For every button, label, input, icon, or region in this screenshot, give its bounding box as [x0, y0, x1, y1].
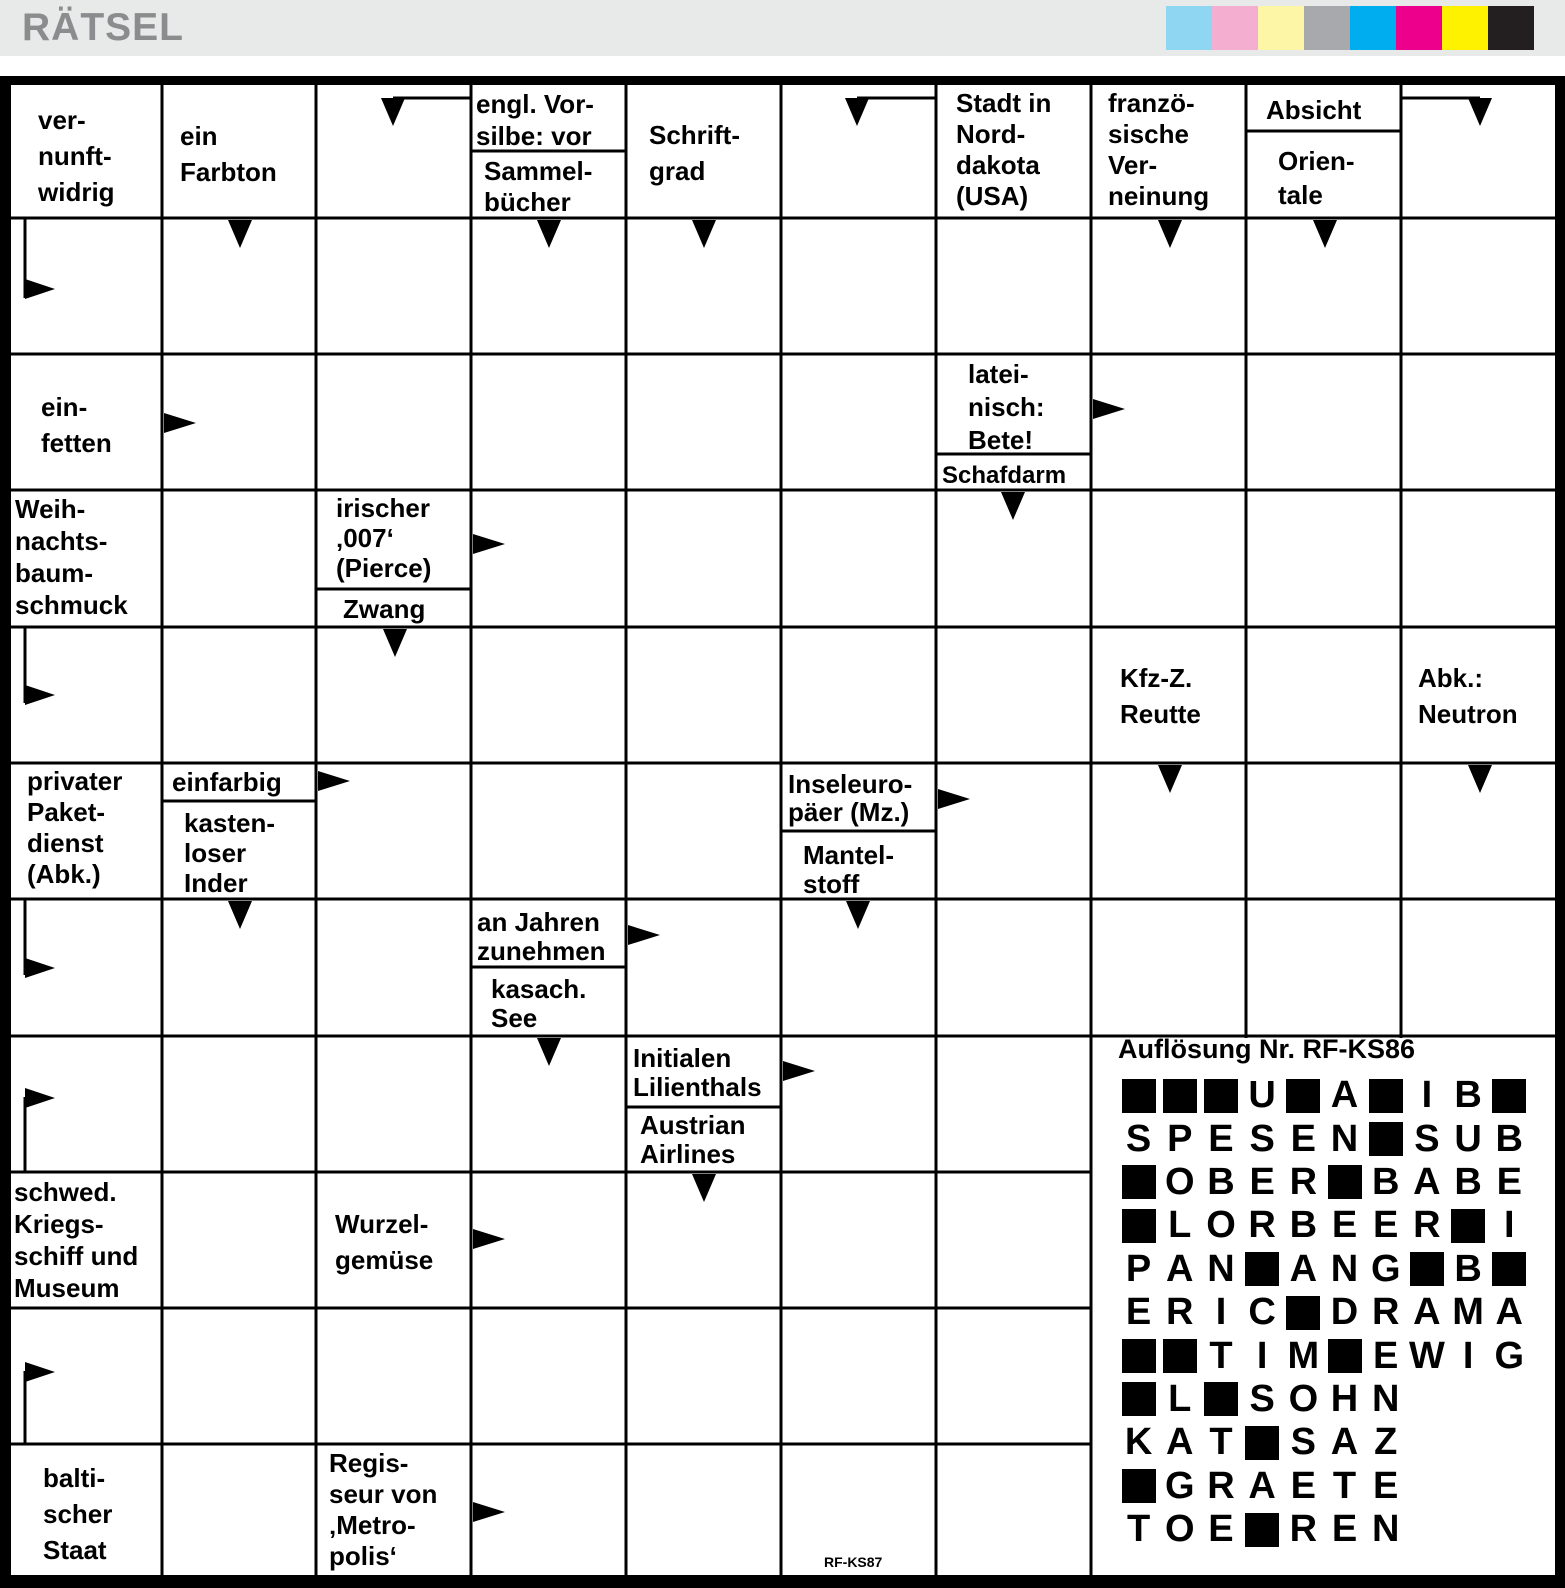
- solution-letter: G: [1494, 1334, 1525, 1377]
- solution-letter: A: [1166, 1247, 1194, 1290]
- clue-text: Initialen Lilienthals: [633, 1043, 762, 1102]
- clue-text: kasten- loser Inder: [184, 808, 276, 898]
- solution-row: [1118, 1204, 1530, 1247]
- solution-letter: M: [1452, 1291, 1484, 1334]
- solution-letter: R: [1248, 1204, 1276, 1247]
- solution-letter: S: [1249, 1117, 1275, 1160]
- clue-text: ein Farbton: [180, 121, 277, 187]
- solution-letter: S: [1414, 1117, 1440, 1160]
- clue-text: Mantel- stoff: [803, 840, 894, 899]
- solution-letter: I: [1462, 1334, 1474, 1377]
- solution-block: [1159, 1076, 1200, 1116]
- solution-block: [1324, 1162, 1365, 1202]
- page-title: RÄTSEL: [22, 6, 184, 49]
- solution-block: [1118, 1162, 1159, 1202]
- solution-letter: A: [1330, 1074, 1359, 1117]
- clue-text: Abk.: Neutron: [1418, 663, 1518, 729]
- solution-letter: B: [1495, 1117, 1523, 1160]
- solution-letter: L: [1168, 1204, 1192, 1247]
- solution-block: [1489, 1249, 1530, 1289]
- solution-letter: E: [1290, 1117, 1317, 1160]
- clue-text: Inseleuro- päer (Mz.): [788, 769, 913, 827]
- solution-letter: B: [1289, 1204, 1318, 1247]
- solution-row: [1118, 1291, 1530, 1334]
- solution-row: [1118, 1378, 1530, 1421]
- clue-text: Regis- seur von ‚Metro- polis‘: [329, 1448, 438, 1571]
- solution-letter: A: [1289, 1247, 1318, 1290]
- solution-letter: E: [1373, 1204, 1399, 1247]
- solution-letter: G: [1370, 1247, 1401, 1290]
- solution-letter: A: [1413, 1160, 1441, 1203]
- solution-letter: M: [1287, 1334, 1320, 1377]
- solution-letter: A: [1166, 1421, 1194, 1464]
- solution-block: [1118, 1076, 1159, 1116]
- solution-letter: N: [1371, 1508, 1400, 1551]
- solution-block: [1448, 1206, 1489, 1246]
- clue-text: Absicht: [1266, 95, 1362, 125]
- solution-letter: E: [1331, 1204, 1358, 1247]
- solution-letter: E: [1249, 1160, 1275, 1203]
- solution-grid: [1118, 1074, 1530, 1551]
- clue-text: Kfz-Z. Reutte: [1120, 663, 1201, 729]
- clue-text: franzö- sische Ver- neinung: [1108, 88, 1210, 211]
- clue-text: engl. Vor- silbe: vor: [476, 89, 594, 151]
- solution-letter: R: [1371, 1291, 1400, 1334]
- solution-letter: U: [1248, 1074, 1276, 1117]
- solution-letter: T: [1332, 1464, 1357, 1507]
- solution-letter: R: [1166, 1291, 1194, 1334]
- solution-row: [1118, 1334, 1530, 1377]
- solution-letter: N: [1330, 1117, 1359, 1160]
- clue-text: irischer ‚007‘ (Pierce): [336, 493, 432, 583]
- clue-text: latei- nisch: Bete!: [968, 359, 1045, 455]
- solution-letter: N: [1371, 1377, 1400, 1420]
- solution-letter: S: [1249, 1377, 1275, 1420]
- solution-letter: B: [1207, 1160, 1235, 1203]
- solution-letter: R: [1289, 1160, 1318, 1203]
- solution-letter: H: [1330, 1377, 1359, 1420]
- solution-letter: B: [1454, 1160, 1482, 1203]
- solution-row: [1118, 1421, 1530, 1464]
- clue-text: Wurzel- gemüse: [335, 1209, 434, 1275]
- solution-letter: W: [1408, 1334, 1445, 1377]
- solution-letter: N: [1207, 1247, 1235, 1290]
- solution-letter: T: [1209, 1334, 1233, 1377]
- solution-letter: T: [1126, 1508, 1151, 1551]
- solution-row: [1118, 1508, 1530, 1551]
- solution-letter: E: [1373, 1334, 1399, 1377]
- clue-text: ver- nunft- widrig: [38, 105, 115, 207]
- solution-row: [1118, 1074, 1530, 1117]
- clue-text: schwed. Kriegs- schiff und Museum: [14, 1177, 139, 1303]
- solution-block: [1324, 1336, 1365, 1376]
- solution-row: [1118, 1117, 1530, 1160]
- solution-letter: O: [1165, 1508, 1195, 1551]
- solution-letter: A: [1495, 1291, 1523, 1334]
- clue-text: Zwang: [343, 594, 426, 624]
- solution-letter: E: [1373, 1464, 1399, 1507]
- solution-title: Auflösung Nr. RF-KS86: [1118, 1034, 1416, 1064]
- solution-letter: R: [1207, 1464, 1235, 1507]
- solution-block: [1365, 1119, 1406, 1159]
- clue-text: kasach. See: [491, 974, 587, 1033]
- solution-letter: E: [1125, 1291, 1152, 1334]
- solution-letter: R: [1413, 1204, 1441, 1247]
- clue-text: ein- fetten: [41, 392, 112, 458]
- clue-text: Schrift- grad: [649, 120, 740, 186]
- solution-block: [1283, 1076, 1324, 1116]
- clue-text: privater Paket- dienst (Abk.): [27, 766, 123, 889]
- solution-block: [1200, 1379, 1241, 1419]
- solution-letter: D: [1330, 1291, 1359, 1334]
- clue-text: Weih- nachts- baum- schmuck: [15, 494, 128, 620]
- solution-row: [1118, 1248, 1530, 1291]
- solution-letter: E: [1496, 1160, 1522, 1203]
- clue-text: einfarbig: [172, 767, 282, 797]
- solution-letter: O: [1288, 1377, 1319, 1420]
- puzzle-code: RF-KS87: [824, 1554, 883, 1570]
- solution-letter: E: [1208, 1508, 1234, 1551]
- solution-block: [1118, 1379, 1159, 1419]
- solution-letter: A: [1413, 1291, 1441, 1334]
- clue-text: Sammel- bücher: [484, 156, 593, 217]
- solution-letter: E: [1290, 1464, 1317, 1507]
- solution-block: [1406, 1249, 1447, 1289]
- solution-letter: Z: [1374, 1421, 1398, 1464]
- solution-letter: I: [1504, 1204, 1515, 1247]
- solution-letter: L: [1168, 1377, 1192, 1420]
- solution-letter: U: [1454, 1117, 1482, 1160]
- clue-text: Orien- tale: [1278, 146, 1355, 210]
- solution-letter: B: [1454, 1247, 1482, 1290]
- solution-row: [1118, 1161, 1530, 1204]
- solution-letter: P: [1125, 1247, 1152, 1290]
- solution-letter: A: [1248, 1464, 1276, 1507]
- solution-letter: C: [1248, 1291, 1276, 1334]
- solution-block: [1118, 1206, 1159, 1246]
- solution-letter: G: [1165, 1464, 1195, 1507]
- solution-row: [1118, 1465, 1530, 1508]
- solution-letter: P: [1167, 1117, 1193, 1160]
- solution-letter: O: [1206, 1204, 1236, 1247]
- solution-letter: K: [1124, 1421, 1153, 1464]
- solution-letter: B: [1454, 1074, 1482, 1117]
- solution-block: [1118, 1336, 1159, 1376]
- clue-text: Stadt in Nord- dakota (USA): [956, 88, 1052, 211]
- clue-text: Austrian Airlines: [640, 1110, 746, 1169]
- solution-block: [1159, 1336, 1200, 1376]
- solution-block: [1242, 1423, 1283, 1463]
- solution-block: [1283, 1293, 1324, 1333]
- solution-block: [1242, 1249, 1283, 1289]
- solution-block: [1365, 1076, 1406, 1116]
- solution-block: [1118, 1466, 1159, 1506]
- solution-letter: T: [1209, 1421, 1233, 1464]
- solution-letter: E: [1208, 1117, 1234, 1160]
- clue-text: Schafdarm: [942, 462, 1067, 489]
- solution-letter: O: [1165, 1160, 1195, 1203]
- solution-block: [1489, 1076, 1530, 1116]
- clue-text: balti- scher Staat: [43, 1463, 113, 1565]
- solution-block: [1200, 1076, 1241, 1116]
- solution-letter: S: [1125, 1117, 1152, 1160]
- solution-letter: I: [1215, 1291, 1227, 1334]
- solution-letter: N: [1330, 1247, 1359, 1290]
- solution-letter: B: [1371, 1160, 1400, 1203]
- solution-letter: S: [1290, 1421, 1317, 1464]
- solution-letter: R: [1289, 1508, 1318, 1551]
- clue-text: an Jahren zunehmen: [477, 907, 606, 966]
- solution-letter: A: [1330, 1421, 1359, 1464]
- solution-letter: E: [1331, 1508, 1358, 1551]
- solution-letter: I: [1256, 1334, 1268, 1377]
- solution-letter: I: [1421, 1074, 1433, 1117]
- solution-block: [1242, 1510, 1283, 1550]
